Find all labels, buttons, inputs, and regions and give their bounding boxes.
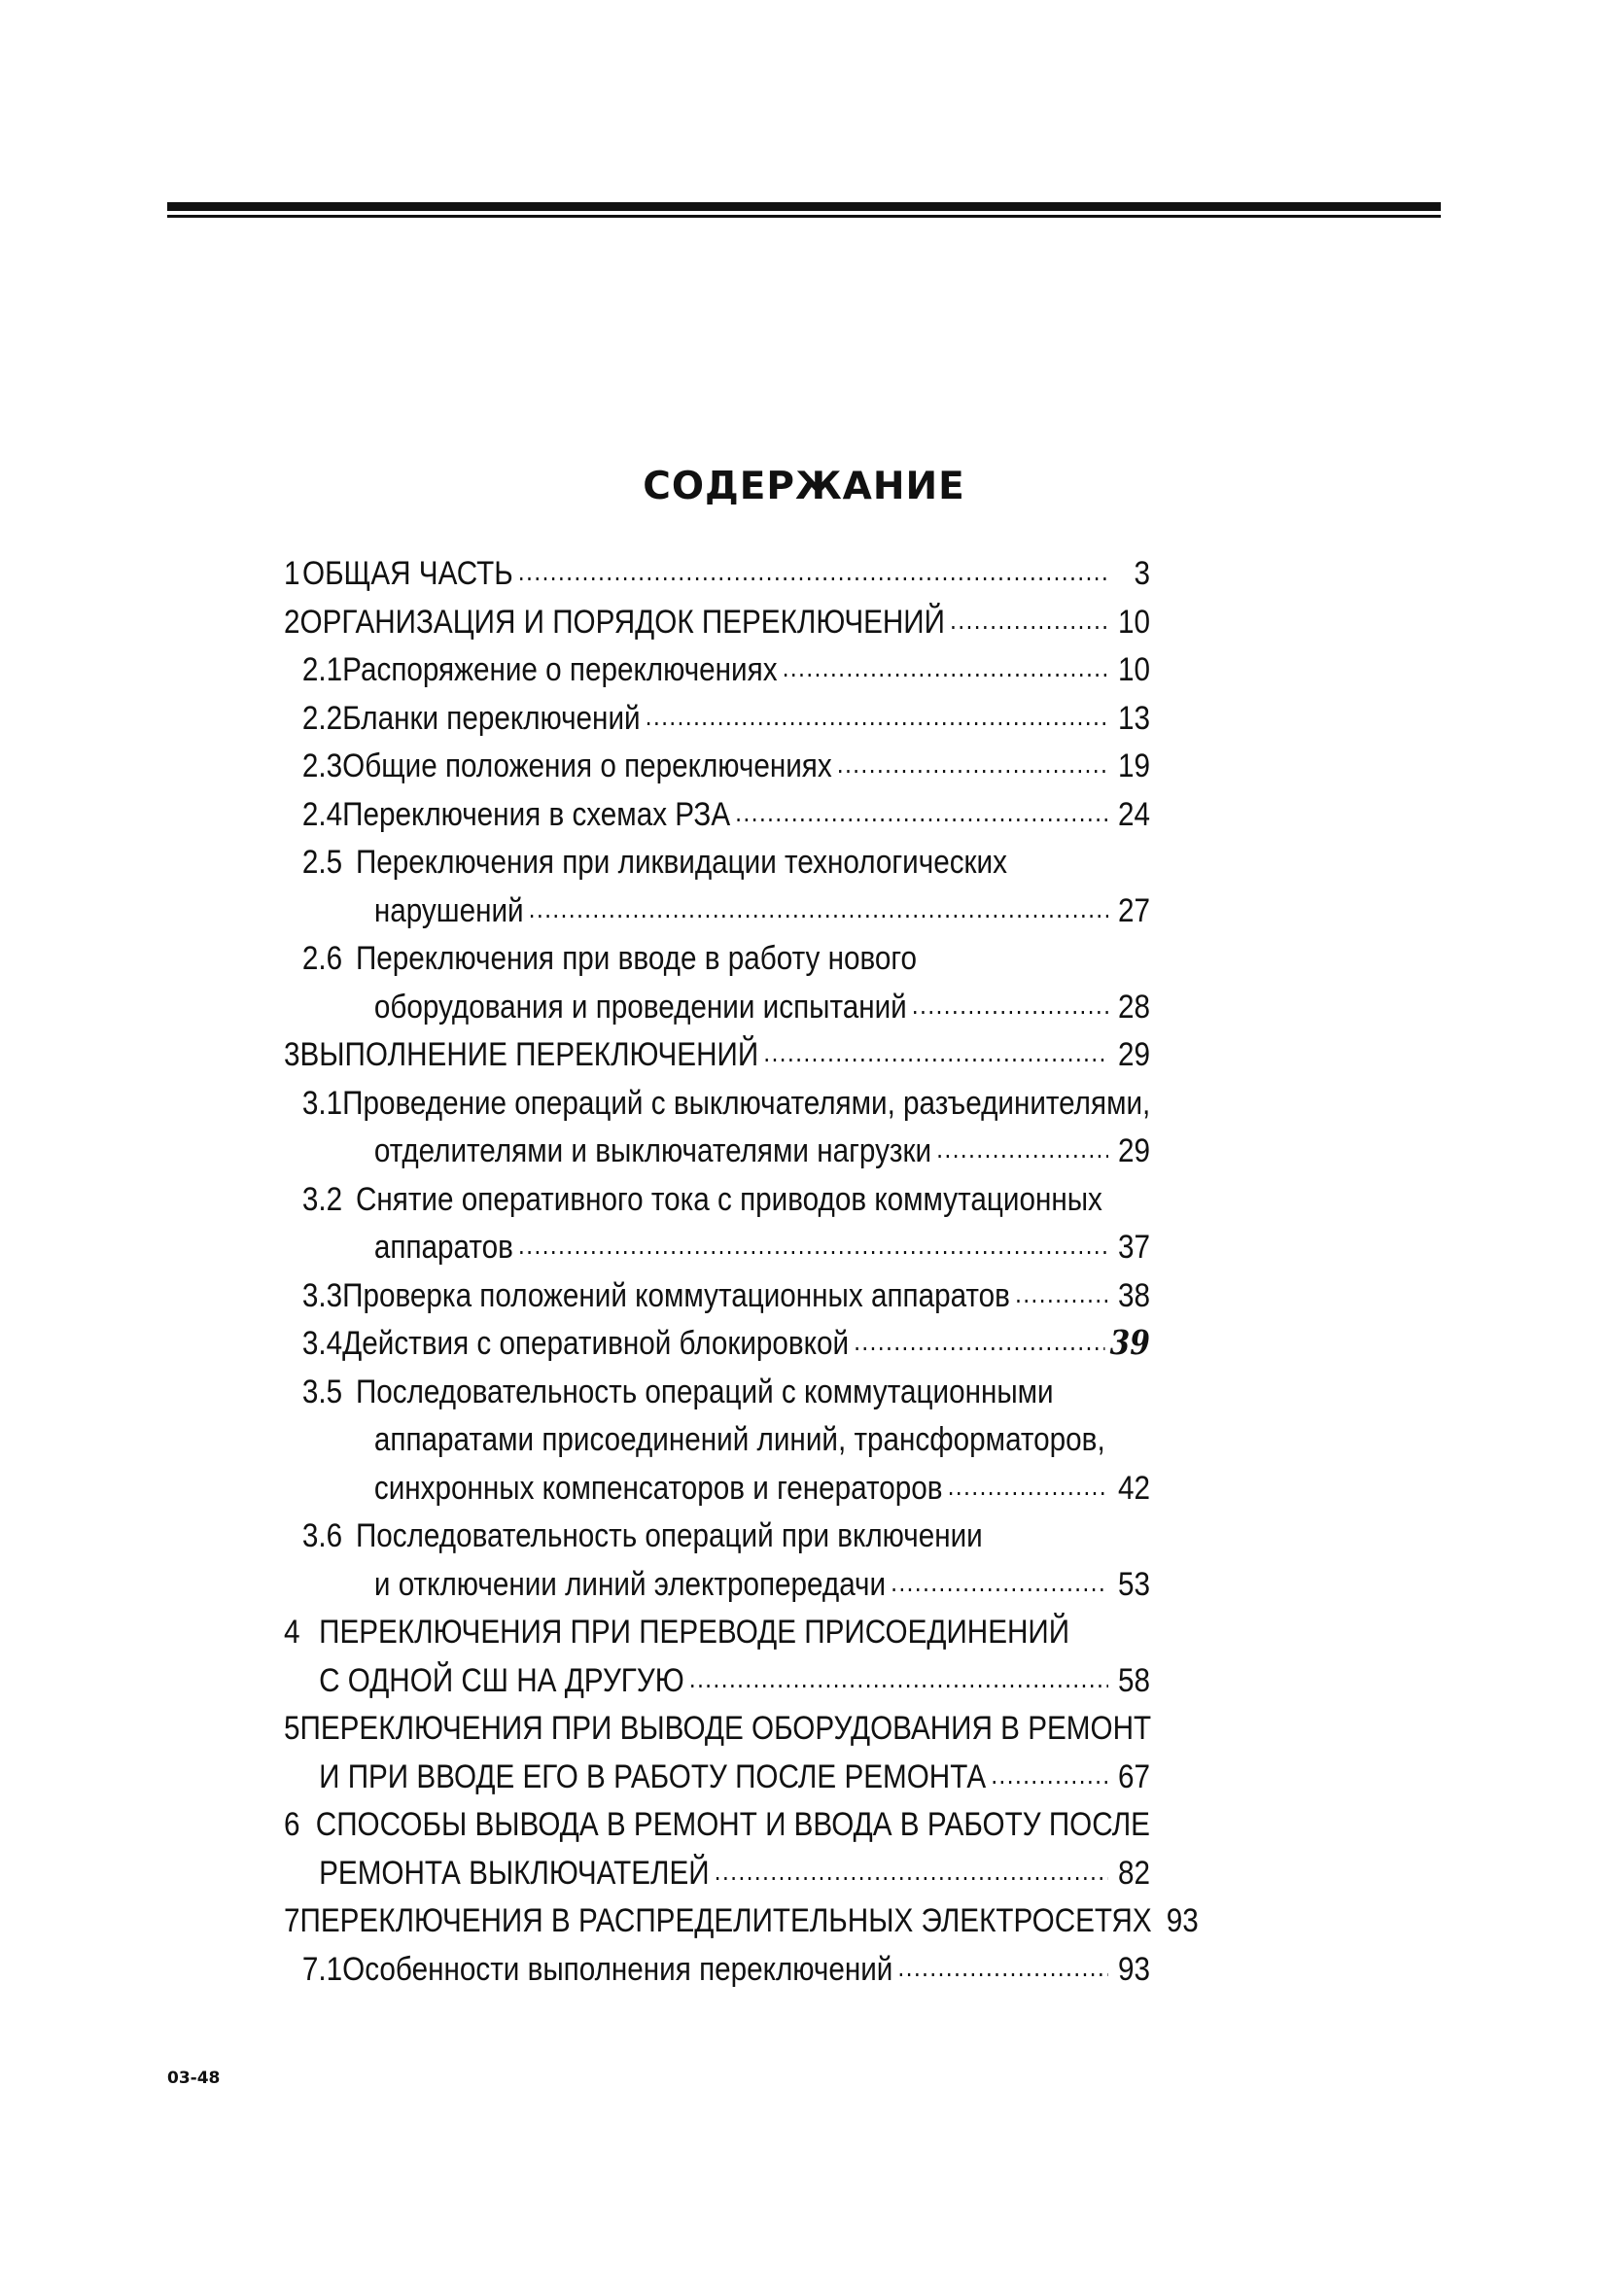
toc-entry-number: 2.1 [301,651,343,688]
header-rule-thin [167,215,1441,218]
toc-entry-page-number: 29 [1117,1036,1150,1073]
toc-entry-number: 3.3 [301,1276,343,1314]
toc-entry-title: С ОДНОЙ СШ НА ДРУГУЮ [319,1661,684,1699]
toc-entry-number: 2 [284,603,300,641]
toc-entry-title: Снятие оперативного тока с приводов коммутационных [355,1180,1102,1218]
toc-entry-title: ОБЩАЯ ЧАСТЬ [301,555,513,592]
toc-entry-line [302,1465,1150,1513]
dot-leader [912,980,1108,1029]
toc-entry [284,1320,1150,1369]
toc-entry-line [302,1416,1150,1465]
toc-entry-page-number: 27 [1117,891,1150,929]
toc-entry-page-number: 67 [1117,1757,1150,1795]
toc-entry-line [302,887,1150,936]
toc-entry-title: Переключения при вводе в работу нового [355,940,918,977]
toc-entry [284,1801,1150,1897]
toc-entry-line [284,550,1150,599]
dot-leader [715,1846,1108,1896]
toc-entry-title: Действия с оперативной блокировкой [342,1325,850,1362]
dot-leader [735,787,1108,837]
toc-entry-number: 7.1 [301,1950,343,1988]
dot-leader [689,1653,1108,1703]
toc-entry-page-number: 3 [1134,555,1150,592]
toc-entry-title: Общие положения о переключениях [342,748,832,784]
toc-entry-line [302,1080,1150,1129]
dot-leader [936,1124,1108,1173]
toc-entry-page-number: 39 [1109,1324,1150,1363]
toc-entry-title: Проверка положений коммутационных аппаратов [342,1276,1010,1314]
toc-entry [284,1369,1150,1513]
toc-entry-page-number: 13 [1117,699,1150,737]
toc-entry-title: ПЕРЕКЛЮЧЕНИЯ ПРИ ВЫВОДЕ ОБОРУДОВАНИЯ В РЕМОНТ [299,1710,1152,1747]
toc-entry-line [302,1946,1150,1995]
toc-entry [284,1031,1150,1080]
toc-entry-line [302,1176,1150,1225]
toc-entry-title: СПОСОБЫ ВЫВОДА В РЕМОНТ И ВВОДА В РАБОТУ ПОСЛЕ [315,1806,1150,1843]
toc-entry-number: 3.5 [301,1373,343,1410]
dot-leader [991,1750,1108,1799]
toc-entry-line [302,1128,1150,1176]
toc-entry-title: нарушений [373,891,524,929]
dot-leader [898,1942,1108,1992]
dot-leader [646,691,1108,741]
toc-entry-title: ВЫПОЛНЕНИЕ ПЕРЕКЛЮЧЕНИЙ [299,1036,759,1073]
toc-entry [284,1897,1199,1946]
toc-entry-line [302,1513,1150,1561]
toc-entry [284,1080,1150,1176]
dot-leader [783,643,1108,692]
toc-entry-line [284,1031,1150,1080]
toc-entry-title: Последовательность операций при включении [355,1517,983,1554]
toc-entry-line [302,1369,1150,1417]
toc-entry-line [284,599,1150,647]
toc-entry-line [302,984,1150,1032]
toc-entry-page-number: 93 [1117,1950,1150,1988]
toc-entry-number: 3.4 [301,1325,343,1362]
toc-entry-title: оборудования и проведении испытаний [373,988,907,1026]
toc-entry [284,1176,1150,1272]
dot-leader [891,1557,1108,1607]
toc-entry-title: аппаратами присоединений линий, трансформаторов, [373,1421,1105,1458]
toc-entry-line [302,839,1150,887]
toc-entry [284,1513,1150,1609]
toc-entry-line [302,695,1150,744]
toc-entry [284,743,1150,791]
toc-entry-line [302,646,1150,695]
toc-entry-number: 2.6 [301,940,343,977]
toc-entry-title: Переключения при ликвидации технологических [355,844,1007,881]
toc-entry-line [302,1272,1150,1321]
dot-leader [950,595,1108,644]
toc-entry-title: Распоряжение о переключениях [342,651,778,688]
toc-entry-line [284,1754,1150,1802]
toc-entry-title: ОРГАНИЗАЦИЯ И ПОРЯДОК ПЕРЕКЛЮЧЕНИЙ [299,603,945,641]
toc-entry [284,839,1150,935]
dot-leader [1015,1269,1108,1318]
toc-entry-number: 2.2 [301,699,343,737]
toc-entry-line [284,1657,1150,1706]
toc-entry-page-number: 58 [1117,1661,1150,1699]
toc-entry-page-number: 93 [1166,1902,1199,1939]
toc-entry [284,1272,1150,1321]
toc-entry-page-number: 10 [1117,603,1150,641]
toc-entry-number: 5 [284,1710,300,1747]
toc-entry [284,935,1150,1031]
toc-entry-line [302,791,1150,840]
toc-entry-line [302,1320,1150,1369]
dot-leader [518,546,1108,596]
toc-entry-number: 2.4 [301,795,343,833]
toc-entry-title: Переключения в схемах РЗА [342,795,731,833]
toc-entry-line [284,1801,1150,1850]
toc-entry-line [284,1897,1199,1946]
toc-entry-number: 4 [284,1614,300,1651]
toc-entry-number: 7 [284,1902,300,1939]
toc-entry-line [284,1705,1150,1754]
toc-entry [284,791,1150,840]
toc-entry-line [302,743,1150,791]
toc-entry-line [302,935,1150,984]
toc-entry-title: Последовательность операций с коммутационными [355,1373,1054,1410]
page-title: СОДЕРЖАНИЕ [643,465,965,508]
toc-entry-number: 2.3 [301,748,343,784]
toc-entry [284,1609,1150,1705]
toc-entry-title: и отключении линий электропередачи [373,1565,887,1603]
toc-entry-page-number: 53 [1117,1565,1150,1603]
toc-entry-number: 3.1 [301,1084,343,1122]
toc-entry [284,550,1150,599]
toc-entry-title: синхронных компенсаторов и генераторов [373,1469,943,1507]
toc-entry [284,1946,1150,1995]
toc-entry-page-number: 82 [1117,1854,1150,1892]
toc-entry-page-number: 19 [1117,748,1150,784]
toc-entry-page-number: 37 [1117,1229,1150,1266]
toc-entry-line [302,1561,1150,1610]
toc-entry-title: И ПРИ ВВОДЕ ЕГО В РАБОТУ ПОСЛЕ РЕМОНТА [319,1757,987,1795]
toc-entry [284,695,1150,744]
toc-entry-page-number: 29 [1117,1132,1150,1169]
toc-entry-page-number: 10 [1117,651,1150,688]
dot-leader [948,1461,1108,1511]
toc-entry-page-number: 42 [1117,1469,1150,1507]
toc-entry-page-number: 24 [1117,795,1150,833]
toc-entry-title: Бланки переключений [342,699,641,737]
toc-entry-number: 1 [284,555,300,592]
dot-leader [518,1220,1108,1270]
toc-entry-title: ПЕРЕКЛЮЧЕНИЯ ПРИ ПЕРЕВОДЕ ПРИСОЕДИНЕНИЙ [319,1614,1070,1651]
toc-entry-title: ПЕРЕКЛЮЧЕНИЯ В РАСПРЕДЕЛИТЕЛЬНЫХ ЭЛЕКТРОСЕТЯХ [299,1902,1152,1939]
toc-entry-line [284,1609,1150,1657]
dot-leader [763,1027,1108,1077]
toc-entry-line [284,1850,1150,1898]
toc-entry-number: 3.6 [301,1517,343,1554]
toc-entry-title: РЕМОНТА ВЫКЛЮЧАТЕЛЕЙ [319,1854,710,1892]
dot-leader [837,739,1108,788]
toc-entry-number: 6 [284,1806,300,1843]
header-rule-thick [167,202,1441,211]
toc-entry-number: 3 [284,1036,300,1073]
toc-entry-page-number: 28 [1117,988,1150,1026]
toc-entry-title: отделителями и выключателями нагрузки [373,1132,932,1169]
footer-code: 03-48 [167,2069,221,2088]
toc-entry-title: Проведение операций с выключателями, разъединителями, [342,1084,1151,1122]
toc-entry-title: аппаратов [373,1229,513,1266]
toc-entry-page-number: 38 [1117,1276,1150,1314]
toc-entry-number: 2.5 [301,844,343,881]
toc-entry-line [302,1224,1150,1272]
dot-leader [529,884,1108,933]
toc-entry [284,646,1150,695]
toc-entry-number: 3.2 [301,1180,343,1218]
toc-entry [284,599,1150,647]
table-of-contents [284,550,1199,1994]
toc-entry [284,1705,1150,1801]
toc-entry-title: Особенности выполнения переключений [342,1950,893,1988]
dot-leader [854,1316,1104,1366]
